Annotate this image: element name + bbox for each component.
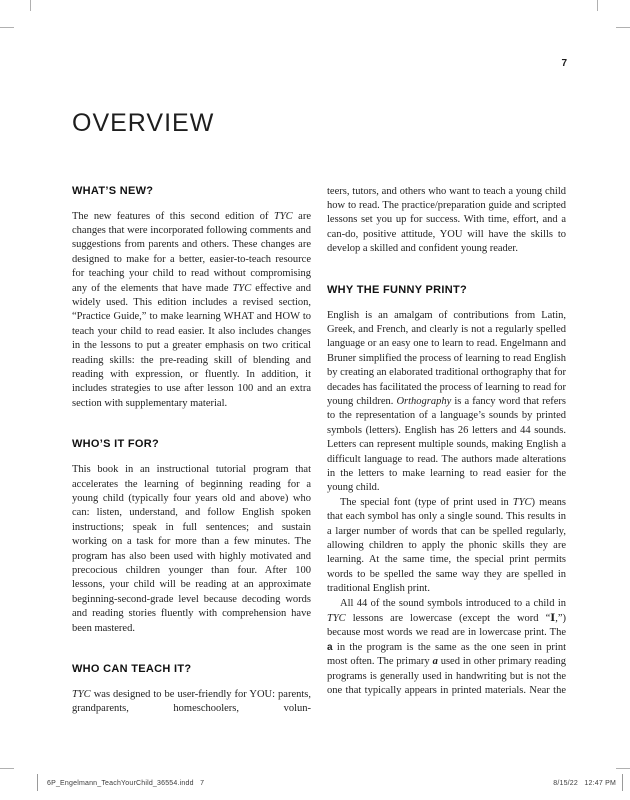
column-right <box>327 185 566 717</box>
column-left <box>72 185 311 717</box>
crop-mark <box>30 0 31 11</box>
text-run: The new features of this second edition of <box>72 210 274 222</box>
text-run: TYC <box>327 613 346 625</box>
text-run: English is an amalgam of contributions from Latin, Greek, and French, and clearly is not a regularly spelled language or an easy one to learn to read. Engelmann and Bruner simplified the process of learning to read English by creating an elaborated traditional orthography that for decades has facilitated the process of learning to read for young children. <box>327 309 566 407</box>
crop-mark <box>0 768 14 769</box>
crop-mark <box>597 0 598 11</box>
crop-mark <box>0 27 14 28</box>
body-paragraph <box>327 185 566 257</box>
section-heading: WHO’S IT FOR? <box>72 438 160 451</box>
text-run: The special font (type of print used in <box>340 496 513 508</box>
text-run: TYC <box>274 210 293 222</box>
text-run: in the program is the same as the one seen in print most often. The primary <box>327 641 566 668</box>
page-number: 7 <box>561 58 567 69</box>
slug-datetime: 8/15/22 12:47 PM <box>553 780 616 787</box>
page-title: OVERVIEW <box>72 109 215 137</box>
crop-mark <box>616 27 630 28</box>
text-run: I <box>550 612 556 625</box>
production-slug <box>0 776 630 794</box>
text-run: a <box>327 641 333 653</box>
body-paragraph <box>72 210 311 412</box>
text-run: TYC <box>232 282 252 294</box>
text-run: lessons are lowercase (except the word “ <box>345 613 551 625</box>
body-paragraph <box>327 597 566 699</box>
text-run: ) means that each symbol has only a single sound. This results in a larger number of words that can be spelled regularly, allowing children to apply the phonic skills they are learning. At the same time, the special print permits words to be spelled the same way they are spelled in traditional English print. <box>327 496 566 595</box>
page-content <box>72 110 566 717</box>
text-run: is a fancy word that refers to the representation of a language’s sounds by printed symbols (letters). English has 26 letters and 44 sounds. Letters can represent multiple sounds, making English a difficult language to read. The authors made alterations in the letters to make learning to read easier for the young child. <box>327 395 567 494</box>
two-column-text <box>72 185 566 717</box>
text-run: This book in an instructional tutorial program that accelerates the learning of beginning reading for a young child (typically four years old and above) who can: listen, understand, and follow English spoken instructions; speak in full sentences; and sustain working on a task for more than a few minutes. The program has also been used with highly motivated and precocious children younger than four. After 100 lessons, your child will be reading at an approximate beginning-second-grade level because decoding words and reading stories fluently with comprehension have been mastered. <box>72 464 311 634</box>
slug-filename: 6P_Engelmann_TeachYourChild_36554.indd 7 <box>47 780 205 787</box>
text-run: was designed to be user-friendly for YOU: parents, grandparents, homeschoolers, volun- <box>72 689 311 715</box>
body-paragraph <box>327 496 566 597</box>
section-heading: WHO CAN TEACH IT? <box>72 663 192 676</box>
text-run: Orthography <box>396 395 452 407</box>
text-run: TYC <box>72 689 91 701</box>
section-heading: WHAT’S NEW? <box>72 184 154 197</box>
crop-mark <box>616 768 630 769</box>
text-run: effective and widely used. This edition includes a revised section, “Practice Guide,” to make learning WHAT and HOW to teach your child to read easier. It also includes changes in the lessons to put a greater emphasis on two critical reading skills: the pre-reading skill of blending and reading with expression, or fluently. In addition, it includes strategies to use after lesson 100 and an extra section with supplementary material. <box>72 282 311 409</box>
text-run: TYC <box>512 496 532 508</box>
text-run: used in other primary reading programs is generally used in handwriting but is not the one that typically appears in printed materials. Near the <box>327 656 566 697</box>
body-paragraph <box>72 463 311 636</box>
text-run: All 44 of the sound symbols introduced to a child in <box>340 597 566 609</box>
text-run: a <box>432 656 438 668</box>
text-run: teers, tutors, and others who want to teach a young child how to read. The practice/preparation guide and scripted lessons set you up for success. With time, effort, and a can-do, positive attitude, YOU will have the skills to develop a skilled and confident young reader. <box>327 185 566 255</box>
body-paragraph <box>327 309 566 496</box>
text-run: ,”) because most words we read are in lowercase print. The <box>327 613 566 639</box>
text-run: are changes that were incorporated following comments and suggestions from parents and others. These changes are designed to make for a better, easier-to-teach resource for teaching your child to read without compromising any of the elements that have made <box>72 210 311 294</box>
body-paragraph <box>72 688 311 717</box>
section-heading: WHY THE FUNNY PRINT? <box>327 283 468 296</box>
